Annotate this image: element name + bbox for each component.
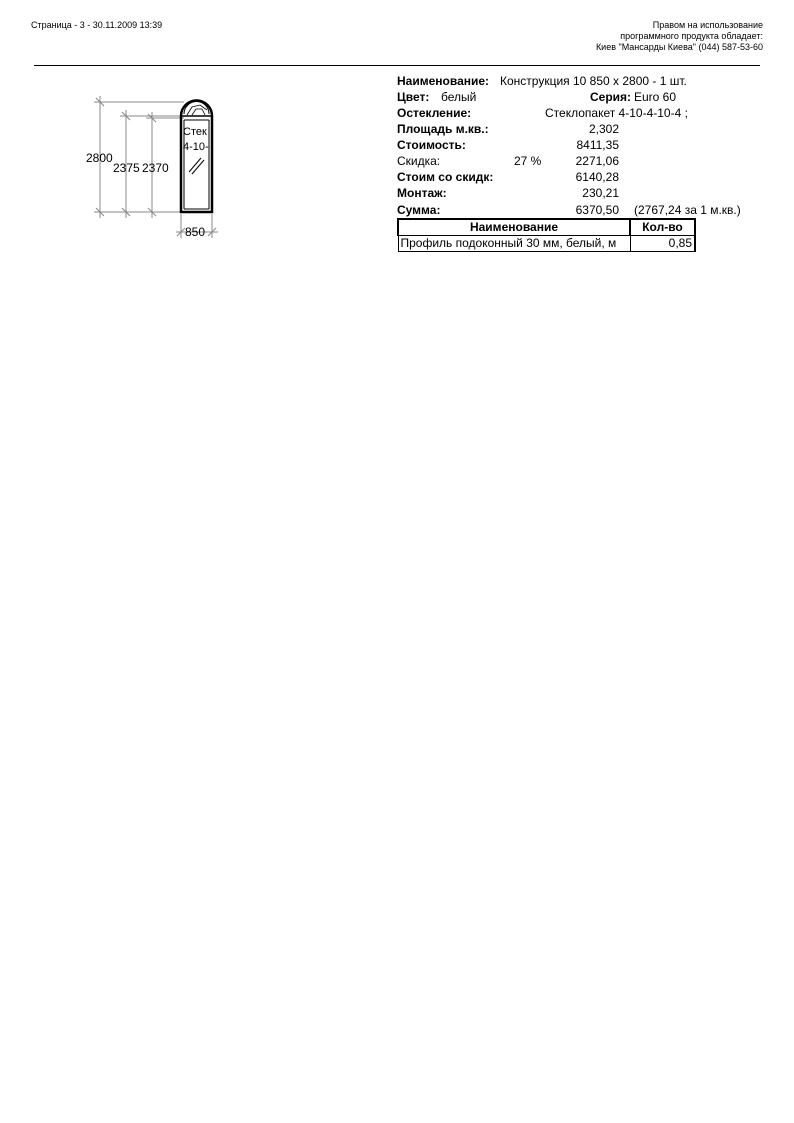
discount-percent: 27 %	[514, 154, 542, 168]
install-value: 230,21	[582, 186, 619, 200]
cost-label: Стоимость:	[397, 138, 466, 152]
series-label: Серия:	[590, 90, 632, 104]
table-row	[398, 236, 695, 252]
area-value: 2,302	[588, 122, 619, 136]
header-divider	[34, 65, 760, 66]
dim-mid: 2375	[113, 161, 140, 175]
spec-table	[397, 218, 696, 252]
col-qty-header: Кол-во	[630, 219, 695, 236]
glass-label-1: Стек	[183, 126, 207, 138]
row-qty: 0,85	[630, 236, 695, 252]
rights-line-3: Киев "Мансарды Киева" (044) 587-53-60	[595, 42, 763, 52]
glass-label-2: 4-10-	[183, 141, 209, 153]
window-drawing	[84, 94, 230, 244]
total-value: 6370,50	[575, 203, 619, 217]
discount-value: 2271,06	[575, 154, 619, 168]
row-name: Профиль подоконный 30 мм, белый, м	[398, 236, 630, 252]
dim-width: 850	[185, 225, 206, 239]
total-label: Сумма:	[397, 203, 441, 217]
cost-discounted-value: 6140,28	[575, 170, 619, 184]
col-name-header: Наименование	[398, 219, 630, 236]
name-label: Наименование:	[397, 74, 490, 88]
cost-discounted-label: Стоим со скидк:	[397, 170, 494, 184]
glazing-label: Остекление:	[397, 106, 472, 120]
area-label: Площадь м.кв.:	[397, 122, 489, 136]
color-label: Цвет:	[397, 90, 430, 104]
install-label: Монтаж:	[397, 186, 447, 200]
per-sqm: (2767,24 за 1 м.кв.)	[634, 203, 741, 217]
dim-inner: 2370	[142, 161, 169, 175]
page-info: Страница - 3 - 30.11.2009 13:39	[31, 20, 163, 30]
series-value: Euro 60	[634, 90, 677, 104]
cost-value: 8411,35	[576, 138, 619, 152]
dim-total: 2800	[86, 151, 113, 165]
name-value: Конструкция 10 850 x 2800 - 1 шт.	[500, 74, 687, 88]
discount-label: Скидка:	[397, 154, 441, 168]
color-value: белый	[441, 90, 477, 104]
rights-line-2: программного продукта обладает:	[620, 31, 763, 41]
rights-line-1: Правом на использование	[652, 20, 763, 30]
glazing-value: Стеклопакет 4-10-4-10-4 ;	[545, 106, 688, 120]
